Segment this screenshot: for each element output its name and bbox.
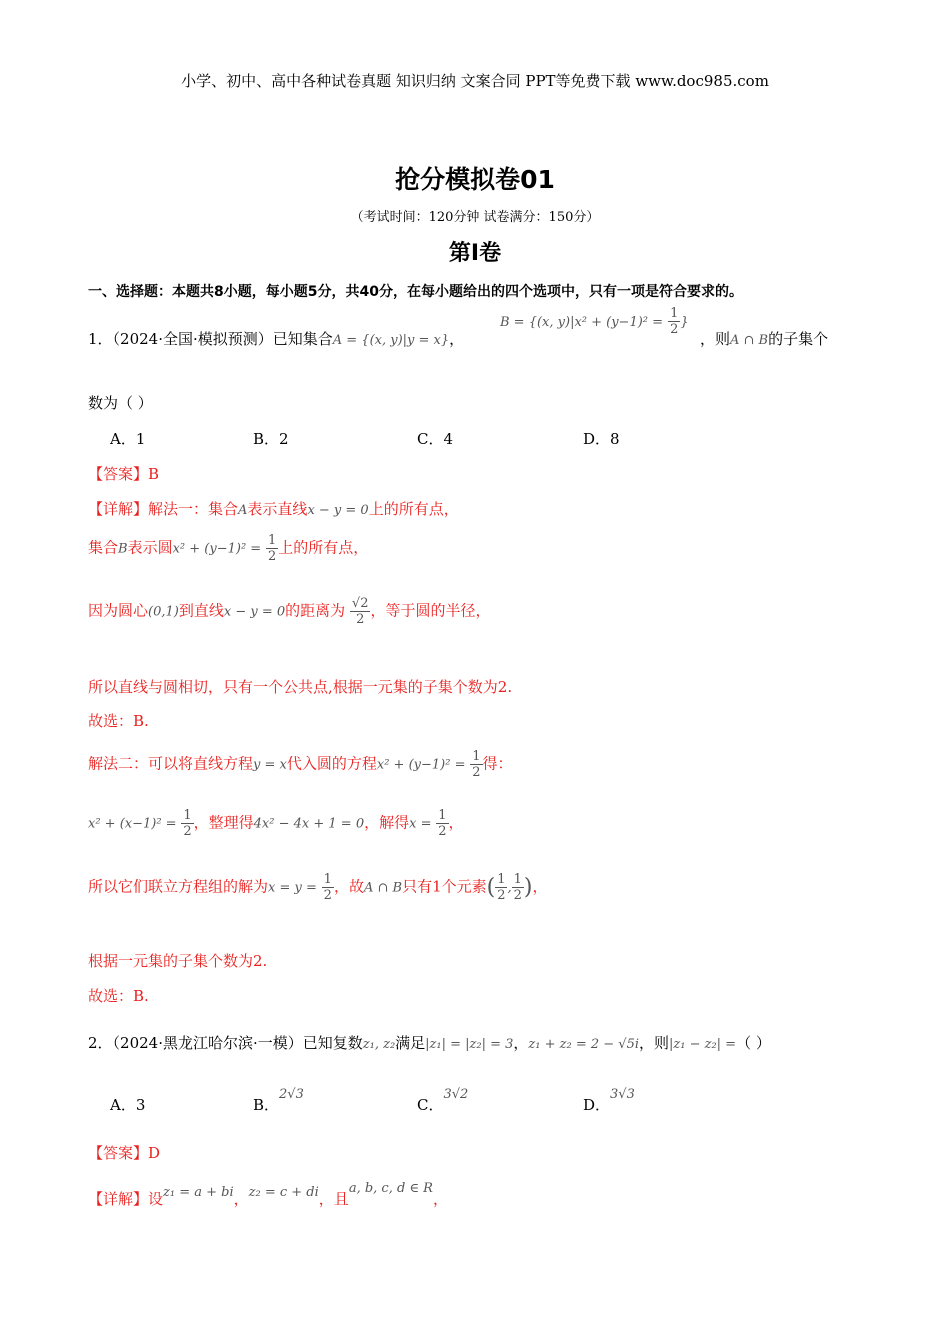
frac-half <box>512 872 524 903</box>
math: x − y = 0 <box>307 503 369 518</box>
text: （ ） <box>736 1034 771 1052</box>
math: x² + (y−1)² = <box>172 541 262 557</box>
frac-num: 1 <box>670 306 679 321</box>
q1-detail-line2 <box>88 533 368 564</box>
q1-detail-line7 <box>88 808 464 839</box>
text: 因为圆心 <box>88 601 149 620</box>
text: 表示圆 <box>127 538 173 557</box>
q1-detail-line6 <box>88 749 513 780</box>
math: 2√3 <box>279 1087 304 1102</box>
text: ， <box>532 877 548 896</box>
q1-prefix: 1．（2024·全国·模拟预测）已知集合 <box>88 330 333 348</box>
q1-detail-line5: 故选：B. <box>88 712 149 730</box>
frac-num: 1 <box>183 808 192 823</box>
frac-den: 2 <box>267 549 277 564</box>
math: A <box>238 503 248 518</box>
q1-option-a[interactable]: A．1 <box>110 430 146 448</box>
frac-den: 2 <box>472 765 481 780</box>
q2-detail-line1 <box>88 1181 448 1209</box>
volume-heading: 第Ⅰ卷 <box>448 241 502 266</box>
q1-set-b-half <box>668 306 680 337</box>
q2-option-c[interactable] <box>417 1087 469 1115</box>
text: 解法一：集合 <box>148 500 239 518</box>
paren: ( <box>486 875 496 900</box>
frac-half <box>181 808 193 839</box>
frac-den: 2 <box>497 888 506 903</box>
frac-den: 2 <box>356 612 365 627</box>
math: |z₁ − z₂| = <box>669 1037 737 1052</box>
q1-stem-line2: 数为（ ） <box>88 394 153 412</box>
q1-option-b[interactable]: B．2 <box>253 430 289 448</box>
frac-num: 1 <box>323 872 332 887</box>
math: 4x² − 4x + 1 = 0 <box>253 816 365 832</box>
text: ，解得 <box>364 813 410 832</box>
paper-title: 抢分模拟卷01 <box>395 165 555 194</box>
math: z₂ = c + di <box>248 1185 319 1200</box>
frac-num: 1 <box>497 872 506 887</box>
text: ，故 <box>333 877 364 896</box>
text: 集合 <box>88 538 119 557</box>
text: 上的所有点， <box>278 538 369 557</box>
detail-label: 【详解】 <box>88 500 149 518</box>
text: 的距离为 <box>285 601 346 620</box>
math: B <box>118 541 128 557</box>
q1-option-c[interactable]: C．4 <box>417 430 454 448</box>
text: ，则 <box>639 1034 670 1052</box>
text: 到直线 <box>178 601 224 620</box>
text: ， <box>448 813 464 832</box>
q1-detail-line10: 故选：B. <box>88 987 149 1005</box>
math: 3√2 <box>443 1087 469 1102</box>
text: 设 <box>148 1190 164 1208</box>
q2-option-a[interactable]: A．3 <box>110 1096 146 1114</box>
math: |z₁| = |z₂| = 3 <box>425 1037 514 1052</box>
q1-stem-line1 <box>88 328 464 349</box>
q1-set-b-pre: B = {(x, y)|x² + (y−1)² = <box>500 315 664 330</box>
q1-detail-line3 <box>88 596 491 627</box>
frac-den: 2 <box>323 888 332 903</box>
text: 表示直线 <box>247 500 308 518</box>
q1-set-a: A = {(x, y)|y = x} <box>332 333 450 348</box>
q1-option-d[interactable]: D．8 <box>583 430 620 448</box>
frac-half <box>495 872 507 903</box>
text: 满足 <box>395 1034 426 1052</box>
math: x = <box>409 816 432 832</box>
q1-answer: 【答案】B <box>88 465 160 483</box>
q2-option-b[interactable] <box>253 1087 304 1115</box>
frac-half <box>436 808 448 839</box>
q1-tail: 的子集个 <box>768 330 829 348</box>
q1-set-b-post: } <box>680 315 689 330</box>
frac-den: 2 <box>183 824 192 839</box>
label: D． <box>583 1096 611 1114</box>
q2-prefix: 2．（2024·黑龙江哈尔滨·一模）已知复数 <box>88 1034 363 1052</box>
frac-num: √2 <box>351 596 369 611</box>
text: 解法二：可以将直线方程 <box>88 754 254 773</box>
text: 所以它们联立方程组的解为 <box>88 877 269 896</box>
frac-den: 2 <box>670 322 679 337</box>
paper-subtitle: （考试时间：120分钟 试卷满分：150分） <box>350 210 600 225</box>
math: a, b, c, d ∈ R <box>348 1181 433 1196</box>
math: z₁, z₂ <box>362 1037 396 1052</box>
q1-detail-line1 <box>88 498 459 519</box>
q1-then: ，则 <box>700 330 731 348</box>
q1-stem-tail <box>700 328 828 349</box>
q1-detail-line8 <box>88 872 548 903</box>
text: ，等于圆的半径， <box>370 601 491 620</box>
text: 上的所有点， <box>368 500 459 518</box>
q2-option-d[interactable] <box>583 1087 635 1115</box>
text: ， <box>513 1034 529 1052</box>
text: 只有1个元素 <box>402 877 487 896</box>
math: z₁ + z₂ = 2 − √5i <box>528 1037 639 1052</box>
frac-half <box>266 533 278 564</box>
label: B． <box>253 1096 280 1114</box>
math: A ∩ B <box>363 880 403 896</box>
q2-stem <box>88 1032 771 1053</box>
text: ，整理得 <box>193 813 254 832</box>
frac-sqrt2-over-2 <box>350 596 371 627</box>
frac-num: 1 <box>513 872 522 887</box>
frac-den: 2 <box>513 888 522 903</box>
math: (0,1) <box>148 604 179 620</box>
math: 3√3 <box>610 1087 635 1102</box>
math: z₁ = a + bi <box>163 1185 234 1200</box>
label: C． <box>417 1096 444 1114</box>
text: ， <box>432 1190 448 1208</box>
frac-den: 2 <box>438 824 447 839</box>
q1-comma: ， <box>449 330 465 348</box>
frac-num: 1 <box>438 808 447 823</box>
frac-half <box>322 872 334 903</box>
math: x = y = <box>268 880 317 896</box>
q1-detail-line4: 所以直线与圆相切，只有一个公共点,根据一元集的子集个数为2. <box>88 678 513 696</box>
q1-a-cap-b: A ∩ B <box>730 333 769 348</box>
text: ， <box>233 1190 249 1208</box>
paren: ) <box>523 875 533 900</box>
section-heading: 一、选择题：本题共8小题，每小题5分，共40分，在每小题给出的四个选项中，只有一项是符合要求的。 <box>88 284 743 300</box>
text: ，且 <box>318 1190 349 1208</box>
page-header: 小学、初中、高中各种试卷真题 知识归纳 文案合同 PPT等免费下载 www.doc985.com <box>181 72 769 90</box>
detail-label: 【详解】 <box>88 1190 149 1208</box>
math: x − y = 0 <box>223 604 286 620</box>
text: 代入圆的方程 <box>286 754 377 773</box>
math: y = x <box>253 757 287 773</box>
q1-detail-line9: 根据一元集的子集个数为2. <box>88 952 268 970</box>
text: 得： <box>482 754 513 773</box>
frac-half <box>470 749 482 780</box>
math: x² + (x−1)² = <box>88 816 177 832</box>
math: x² + (y−1)² = <box>376 757 466 773</box>
comma: , <box>507 880 512 896</box>
q2-answer: 【答案】D <box>88 1144 161 1162</box>
frac-num: 1 <box>267 533 277 548</box>
q1-set-b <box>500 306 689 337</box>
frac-num: 1 <box>472 749 481 764</box>
